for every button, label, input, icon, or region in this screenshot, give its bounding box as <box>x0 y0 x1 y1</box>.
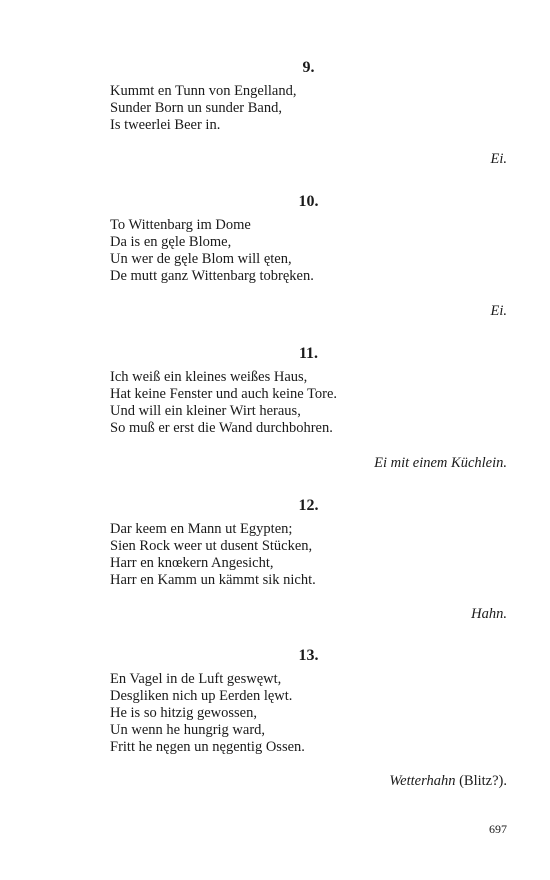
verse-line: He is so hitzig gewossen, <box>110 705 257 721</box>
riddle-answer <box>110 772 507 790</box>
answer-text: Ei. <box>490 151 507 167</box>
riddle-number: 11. <box>298 345 319 362</box>
riddle-answer <box>110 605 507 623</box>
verse-line: Da is en gęle Blome, <box>110 234 232 250</box>
verse-line: En Vagel in de Luft geswęwt, <box>110 671 282 687</box>
verse-line: So muß er erst die Wand durchbohren. <box>110 420 333 436</box>
verse-line: Un wenn he hungrig ward, <box>110 722 266 738</box>
riddle-number: 9. <box>302 59 315 76</box>
riddle-number: 13. <box>298 647 319 664</box>
verse-line: Dar keem en Mann ut Egypten; <box>110 521 293 537</box>
verse-line: Sien Rock weer ut dusent Stücken, <box>110 538 313 554</box>
verse-line: Desgliken nich up Eerden lęwt. <box>110 688 293 704</box>
answer-extra: (Blitz?). <box>455 773 507 789</box>
riddle-9 <box>110 58 507 134</box>
answer-text: Hahn. <box>471 606 507 622</box>
riddle-verse <box>110 521 507 589</box>
riddle-verse <box>110 671 507 756</box>
verse-line: Ich weiß ein kleines weißes Haus, <box>110 369 308 385</box>
riddle-verse <box>110 369 507 437</box>
answer-text: Wetterhahn <box>389 773 456 789</box>
verse-line: Harr en Kamm un kämmt sik nicht. <box>110 572 316 588</box>
riddle-verse <box>110 217 507 285</box>
riddle-answer <box>110 302 507 320</box>
verse-line: Is tweerlei Beer in. <box>110 117 221 133</box>
answer-text: Ei. <box>490 303 507 319</box>
verse-line: Harr en knœkern Angesicht, <box>110 555 274 571</box>
verse-line: To Wittenbarg im Dome <box>110 217 251 233</box>
verse-line: Kummt en Tunn von Engelland, <box>110 83 297 99</box>
verse-line: Und will ein kleiner Wirt heraus, <box>110 403 301 419</box>
verse-line: Sunder Born un sunder Band, <box>110 100 282 116</box>
riddle-number: 10. <box>298 193 319 210</box>
riddle-12 <box>110 496 507 589</box>
verse-line: Hat keine Fenster und auch keine Tore. <box>110 386 338 402</box>
verse-line: De mutt ganz Wittenbarg tobręken. <box>110 268 314 284</box>
riddle-verse <box>110 83 507 134</box>
riddle-11 <box>110 344 507 437</box>
riddle-answer <box>110 150 507 168</box>
riddle-number: 12. <box>298 497 319 514</box>
page-number: 697 <box>489 822 507 836</box>
riddle-10 <box>110 192 507 285</box>
riddle-answer <box>110 454 507 472</box>
riddle-13 <box>110 646 507 756</box>
verse-line: Un wer de gęle Blom will ęten, <box>110 251 292 267</box>
verse-line: Fritt he nęgen un nęgentig Ossen. <box>110 739 305 755</box>
answer-text: Ei mit einem Küchlein. <box>374 455 507 471</box>
